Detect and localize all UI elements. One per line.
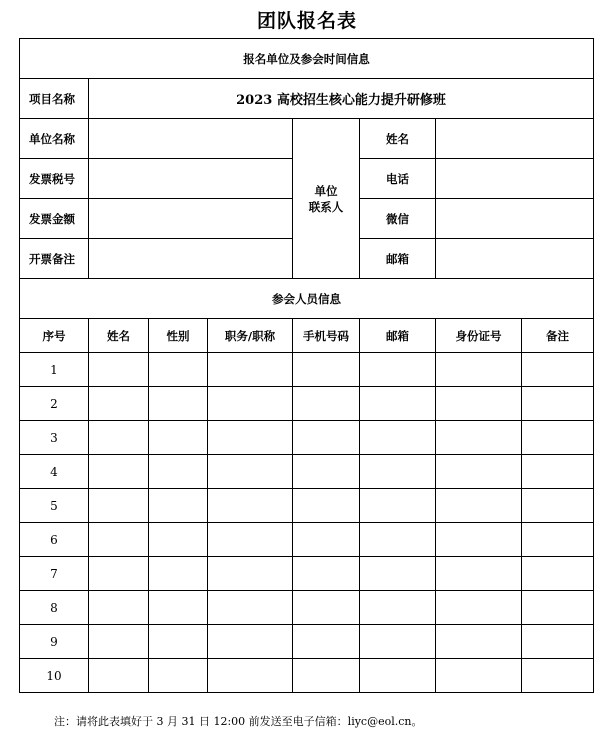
cell-id-number[interactable] (436, 353, 522, 387)
row-number: 1 (20, 353, 89, 387)
submission-note: 注：请将此表填好于 3 月 31 日 12:00 前发送至电子信箱：liyc@eol.cn。 (54, 715, 423, 728)
cell-id-number[interactable] (436, 455, 522, 489)
cell-gender[interactable] (149, 659, 208, 693)
cell-remark[interactable] (522, 489, 594, 523)
cell-name[interactable] (89, 353, 149, 387)
table-row (20, 387, 594, 421)
cell-email[interactable] (360, 353, 436, 387)
page-title: 团队报名表 (256, 10, 357, 32)
unit-name-label: 单位名称 (20, 119, 89, 159)
tax-no-field[interactable] (89, 159, 293, 199)
table-row (20, 353, 594, 387)
cell-phone[interactable] (293, 353, 360, 387)
cell-remark[interactable] (522, 523, 594, 557)
contact-email-label: 邮箱 (360, 239, 436, 279)
cell-name[interactable] (89, 489, 149, 523)
cell-gender[interactable] (149, 353, 208, 387)
cell-title[interactable] (208, 659, 293, 693)
cell-title[interactable] (208, 591, 293, 625)
table-row (20, 557, 594, 591)
contact-wechat-label: 微信 (360, 199, 436, 239)
cell-title[interactable] (208, 421, 293, 455)
cell-gender[interactable] (149, 591, 208, 625)
row-number: 9 (20, 625, 89, 659)
cell-name[interactable] (89, 387, 149, 421)
cell-phone[interactable] (293, 591, 360, 625)
column-header: 姓名 (89, 319, 149, 353)
unit-name-field[interactable] (89, 119, 293, 159)
table-row (20, 489, 594, 523)
cell-email[interactable] (360, 625, 436, 659)
cell-email[interactable] (360, 591, 436, 625)
cell-remark[interactable] (522, 421, 594, 455)
cell-remark[interactable] (522, 659, 594, 693)
project-name-label: 项目名称 (20, 79, 89, 119)
table-row (20, 625, 594, 659)
cell-id-number[interactable] (436, 489, 522, 523)
column-header: 备注 (522, 319, 594, 353)
cell-name[interactable] (89, 421, 149, 455)
cell-email[interactable] (360, 659, 436, 693)
cell-name[interactable] (89, 591, 149, 625)
cell-name[interactable] (89, 659, 149, 693)
row-number: 8 (20, 591, 89, 625)
cell-title[interactable] (208, 625, 293, 659)
contact-email-field[interactable] (436, 239, 594, 279)
unit-contact-label (293, 119, 360, 279)
cell-id-number[interactable] (436, 421, 522, 455)
cell-gender[interactable] (149, 387, 208, 421)
cell-phone[interactable] (293, 625, 360, 659)
invoice-remark-field[interactable] (89, 239, 293, 279)
cell-title[interactable] (208, 387, 293, 421)
table-row (20, 523, 594, 557)
row-number: 4 (20, 455, 89, 489)
cell-email[interactable] (360, 455, 436, 489)
column-header: 职务/职称 (208, 319, 293, 353)
cell-id-number[interactable] (436, 557, 522, 591)
column-header: 手机号码 (293, 319, 360, 353)
cell-remark[interactable] (522, 557, 594, 591)
cell-phone[interactable] (293, 659, 360, 693)
table-row (20, 421, 594, 455)
cell-title[interactable] (208, 489, 293, 523)
cell-email[interactable] (360, 421, 436, 455)
cell-phone[interactable] (293, 523, 360, 557)
column-header: 序号 (20, 319, 89, 353)
registration-form (19, 38, 594, 693)
cell-name[interactable] (89, 455, 149, 489)
cell-id-number[interactable] (436, 523, 522, 557)
tax-no-label: 发票税号 (20, 159, 89, 199)
cell-name[interactable] (89, 523, 149, 557)
cell-id-number[interactable] (436, 625, 522, 659)
cell-remark[interactable] (522, 625, 594, 659)
section-attendee-info-title: 参会人员信息 (20, 279, 594, 319)
cell-name[interactable] (89, 625, 149, 659)
cell-gender[interactable] (149, 455, 208, 489)
contact-phone-label: 电话 (360, 159, 436, 199)
cell-phone[interactable] (293, 455, 360, 489)
cell-title[interactable] (208, 557, 293, 591)
cell-phone[interactable] (293, 557, 360, 591)
column-header: 性别 (149, 319, 208, 353)
cell-gender[interactable] (149, 421, 208, 455)
cell-remark[interactable] (522, 591, 594, 625)
cell-phone[interactable] (293, 387, 360, 421)
row-number: 2 (20, 387, 89, 421)
cell-title[interactable] (208, 455, 293, 489)
cell-email[interactable] (360, 523, 436, 557)
contact-name-field[interactable] (436, 119, 594, 159)
column-header: 身份证号 (436, 319, 522, 353)
cell-id-number[interactable] (436, 659, 522, 693)
cell-phone[interactable] (293, 489, 360, 523)
row-number: 5 (20, 489, 89, 523)
row-number: 7 (20, 557, 89, 591)
cell-gender[interactable] (149, 625, 208, 659)
cell-email[interactable] (360, 557, 436, 591)
cell-id-number[interactable] (436, 387, 522, 421)
section-unit-info-title: 报名单位及参会时间信息 (20, 39, 594, 79)
cell-gender[interactable] (149, 489, 208, 523)
unit-contact-line2: 联系人 (308, 199, 344, 214)
cell-title[interactable] (208, 353, 293, 387)
row-number: 6 (20, 523, 89, 557)
invoice-amount-field[interactable] (89, 199, 293, 239)
table-row (20, 659, 594, 693)
cell-remark[interactable] (522, 353, 594, 387)
invoice-remark-label: 开票备注 (20, 239, 89, 279)
cell-remark[interactable] (522, 455, 594, 489)
table-row (20, 455, 594, 489)
invoice-amount-label: 发票金额 (20, 199, 89, 239)
contact-name-label: 姓名 (360, 119, 436, 159)
attendee-header-row (20, 319, 594, 353)
cell-id-number[interactable] (436, 591, 522, 625)
table-row (20, 591, 594, 625)
row-number: 10 (20, 659, 89, 693)
row-number: 3 (20, 421, 89, 455)
cell-remark[interactable] (522, 387, 594, 421)
column-header: 邮箱 (360, 319, 436, 353)
contact-wechat-field[interactable] (436, 199, 594, 239)
contact-phone-field[interactable] (436, 159, 594, 199)
project-name-value: 2023 高校招生核心能力提升研修班 (89, 79, 594, 119)
cell-gender[interactable] (149, 557, 208, 591)
cell-title[interactable] (208, 523, 293, 557)
cell-email[interactable] (360, 489, 436, 523)
unit-contact-line1: 单位 (314, 183, 338, 198)
cell-name[interactable] (89, 557, 149, 591)
cell-phone[interactable] (293, 421, 360, 455)
cell-email[interactable] (360, 387, 436, 421)
cell-gender[interactable] (149, 523, 208, 557)
